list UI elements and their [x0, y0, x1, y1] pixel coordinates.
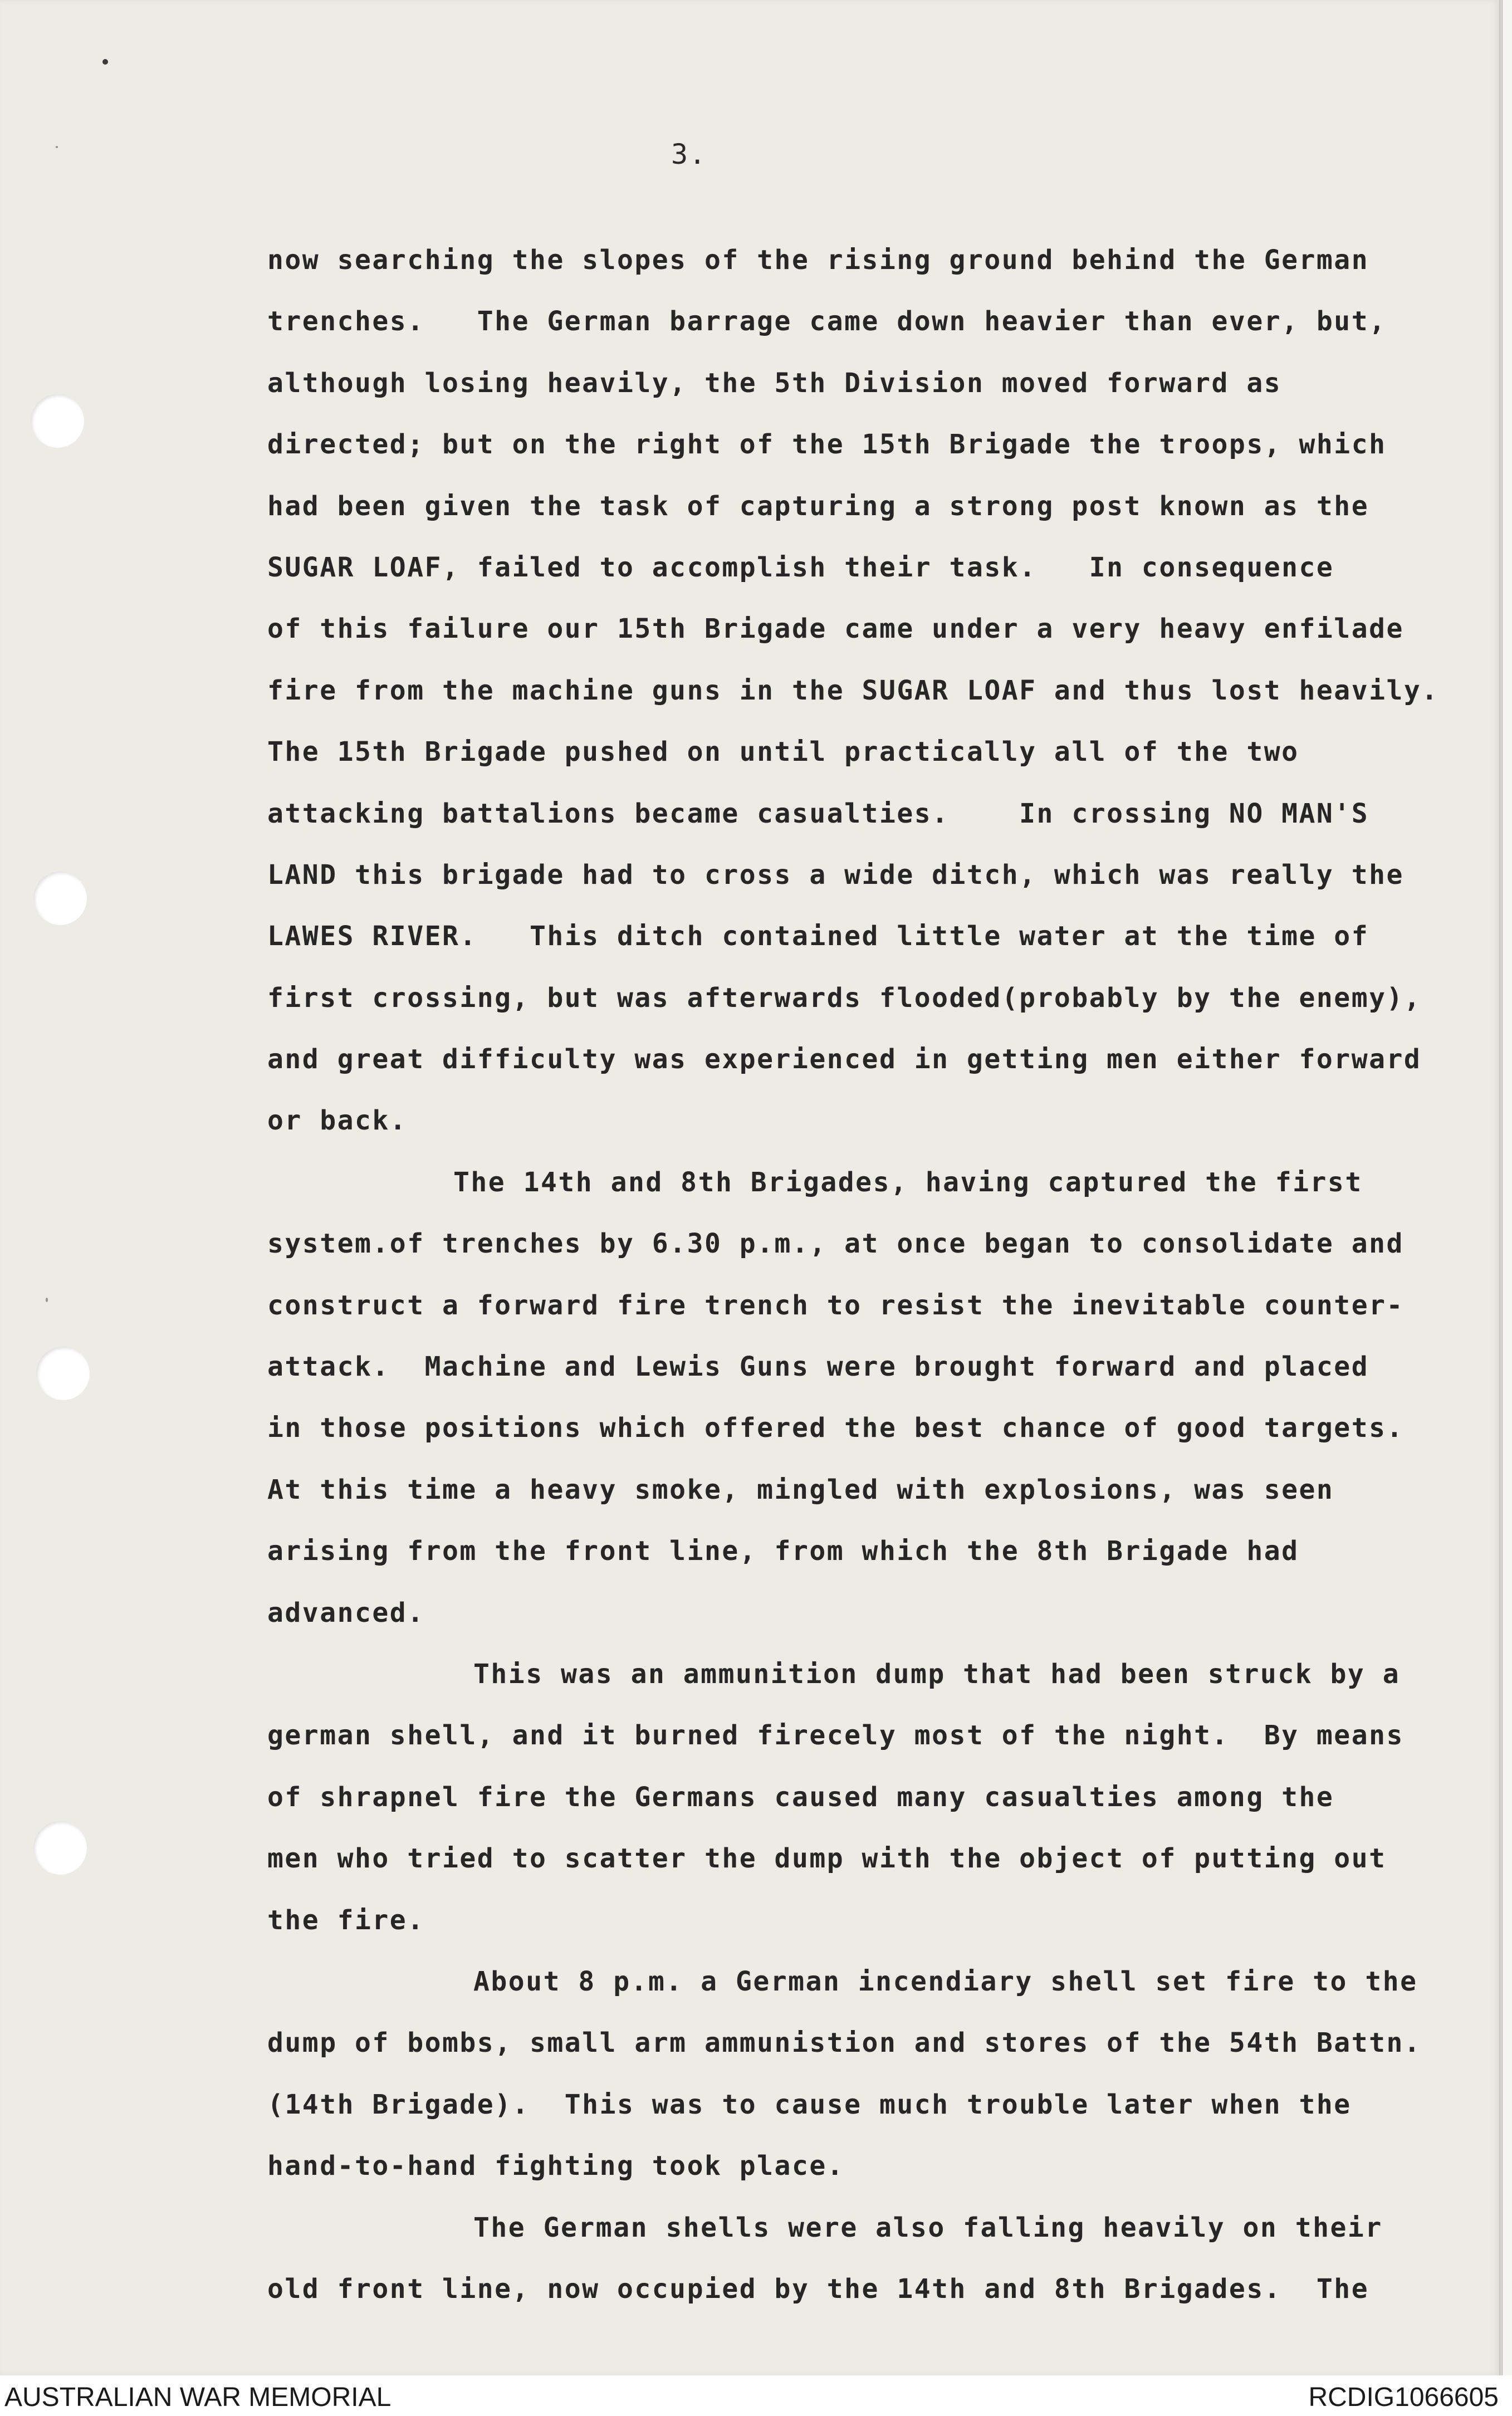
text-line: of this failure our 15th Brigade came under a very heavy enfilade	[267, 613, 1404, 645]
text-line: hand-to-hand fighting took place.	[267, 2150, 845, 2182]
typescript-body	[267, 229, 1506, 2320]
archive-footer	[0, 2375, 1512, 2416]
text-line: german shell, and it burned firecely most of the night. By means	[267, 1720, 1404, 1752]
text-line: although losing heavily, the 5th Division moved forward as	[267, 367, 1282, 399]
text-line: old front line, now occupied by the 14th and 8th Brigades. The	[267, 2273, 1369, 2305]
text-line: in those positions which offered the best chance of good targets.	[267, 1412, 1404, 1444]
archive-name: AUSTRALIAN WAR MEMORIAL	[4, 2383, 392, 2412]
text-line: fire from the machine guns in the SUGAR LOAF and thus lost heavily.	[267, 674, 1439, 706]
text-line: system.of trenches by 6.30 p.m., at once began to consolidate and	[267, 1228, 1404, 1260]
punch-hole-1	[31, 394, 84, 448]
text-line: of shrapnel fire the Germans caused many casualties among the	[267, 1781, 1334, 1813]
paragraph-first-line: The 14th and 8th Brigades, having captured the first	[453, 1166, 1363, 1198]
text-line: first crossing, but was afterwards flooded(probably by the enemy),	[267, 982, 1422, 1014]
text-line: construct a forward fire trench to resist the inevitable counter-	[267, 1289, 1404, 1321]
text-line: directed; but on the right of the 15th Brigade the troops, which	[267, 429, 1387, 461]
text-line: advanced.	[267, 1597, 425, 1628]
paragraph-first-line: About 8 p.m. a German incendiary shell set fire to the	[473, 1965, 1418, 1997]
text-line: dump of bombs, small arm ammunistion and stores of the 54th Battn.	[267, 2027, 1422, 2059]
text-line: LAND this brigade had to cross a wide ditch, which was really the	[267, 859, 1404, 891]
text-line: had been given the task of capturing a strong post known as the	[267, 490, 1369, 522]
text-line: LAWES RIVER. This ditch contained little water at the time of	[267, 921, 1369, 952]
text-line: and great difficulty was experienced in getting men either forward	[267, 1044, 1422, 1075]
page-number: 3.	[671, 138, 707, 170]
ink-speck	[102, 59, 108, 65]
text-line: The 15th Brigade pushed on until practically all of the two	[267, 736, 1299, 768]
scan-edge	[1501, 0, 1512, 2375]
text-line: (14th Brigade). This was to cause much trouble later when the	[267, 2089, 1352, 2120]
text-line: trenches. The German barrage came down heavier than ever, but,	[267, 306, 1387, 338]
text-line: the fire.	[267, 1904, 425, 1936]
ink-speck	[56, 146, 58, 148]
text-line: or back.	[267, 1105, 408, 1137]
text-line: SUGAR LOAF, failed to accomplish their task. In consequence	[267, 551, 1334, 583]
punch-hole-3	[36, 1347, 90, 1400]
paragraph-first-line: The German shells were also falling heavily on their	[473, 2212, 1383, 2243]
ink-speck	[46, 1298, 48, 1302]
text-line: men who tried to scatter the dump with the object of putting out	[267, 1843, 1387, 1875]
punch-hole-4	[33, 1821, 87, 1875]
archive-record-id: RCDIG1066605	[1308, 2383, 1499, 2412]
text-line: now searching the slopes of the rising ground behind the German	[267, 244, 1369, 276]
text-line: attacking battalions became casualties. In crossing NO MAN'S	[267, 798, 1369, 829]
paragraph-first-line: This was an ammunition dump that had been struck by a	[473, 1658, 1401, 1690]
text-line: At this time a heavy smoke, mingled with explosions, was seen	[267, 1474, 1334, 1505]
text-line: attack. Machine and Lewis Guns were brought forward and placed	[267, 1351, 1369, 1383]
text-line: arising from the front line, from which the 8th Brigade had	[267, 1535, 1299, 1567]
punch-hole-2	[33, 872, 87, 925]
